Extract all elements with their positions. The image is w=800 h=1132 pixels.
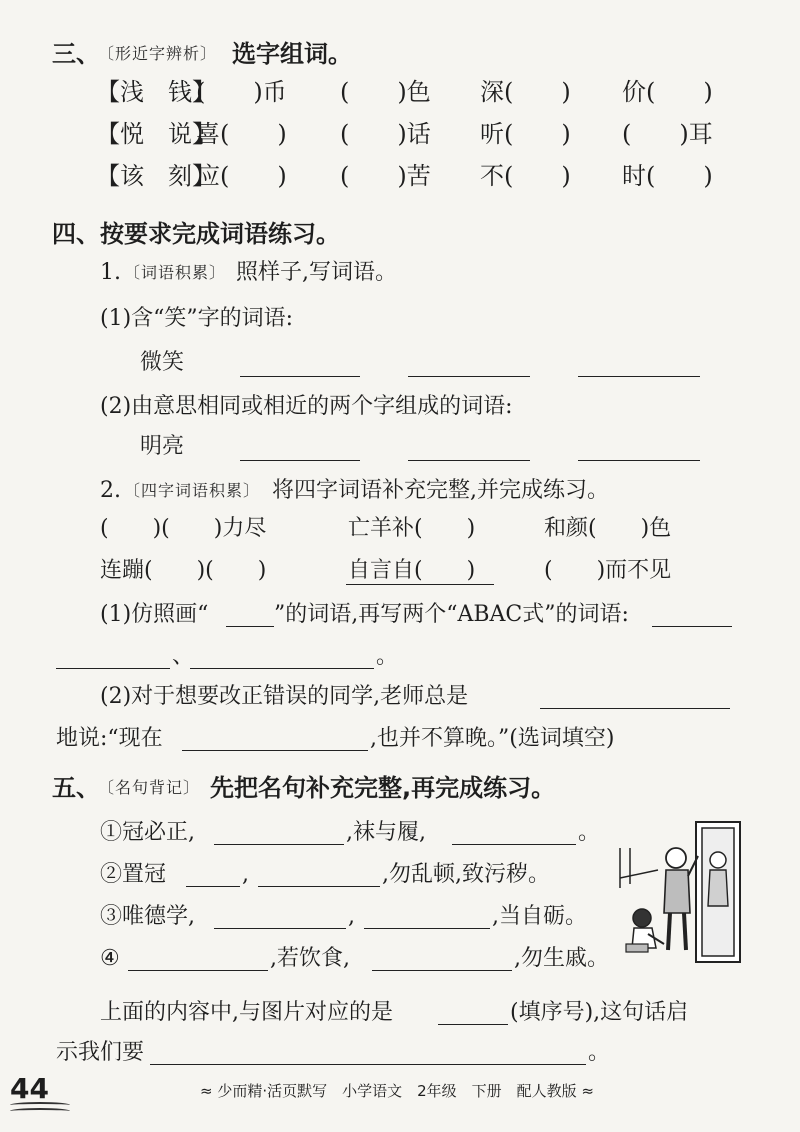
q2-sub1 xyxy=(0,604,800,648)
q1-sub1 xyxy=(0,308,800,352)
answer-blank[interactable] xyxy=(240,376,360,377)
q1-sub2-answers xyxy=(0,436,800,480)
section3-row-2 xyxy=(0,122,800,166)
answer-blank[interactable] xyxy=(186,886,240,887)
fill-item[interactable]: 时( ) xyxy=(622,162,713,190)
q1-number: 1. xyxy=(100,260,121,285)
q2-text: 将四字词语补充完整,并完成练习。 xyxy=(272,478,609,503)
fill-item[interactable]: ( )耳 xyxy=(622,120,713,148)
idiom-item[interactable]: 连蹦( )( ) xyxy=(100,558,267,583)
q2-sub1-text-a: (1)仿照画“ xyxy=(100,602,209,627)
answer-blank[interactable] xyxy=(56,668,170,669)
answer-blank[interactable] xyxy=(364,928,490,929)
quote-text: ③唯德学, xyxy=(100,904,195,929)
answer-blank[interactable] xyxy=(578,376,700,377)
q2-sub2-text-c: ,也并不算晚。”(选词填空) xyxy=(370,726,615,751)
answer-blank[interactable] xyxy=(408,376,530,377)
answer-blank[interactable] xyxy=(240,460,360,461)
q2-sub1-text-b: ”的词语,再写两个“ABAC式”的词语: xyxy=(274,602,629,627)
fill-item[interactable]: ( )苦 xyxy=(340,162,431,190)
answer-blank[interactable] xyxy=(150,1064,586,1065)
example-word: 明亮 xyxy=(140,434,185,459)
quote-text: ,当自砺。 xyxy=(492,904,587,929)
char-group: 【悦 说】 xyxy=(96,120,216,148)
answer-blank[interactable] xyxy=(372,970,512,971)
quote-text: ,袜与履, xyxy=(346,820,426,845)
section3-row-3 xyxy=(0,164,800,208)
quote-text: , xyxy=(242,862,249,887)
fill-item[interactable]: 不( ) xyxy=(480,162,571,190)
q2-sub2-text-b: 地说:“现在 xyxy=(56,726,163,751)
fill-item[interactable]: ( )话 xyxy=(340,120,431,148)
quote-text: 。 xyxy=(578,820,601,845)
answer-blank[interactable] xyxy=(438,1024,508,1025)
section3-title: 选字组词。 xyxy=(232,40,352,68)
section3-row-1 xyxy=(0,80,800,124)
fill-item[interactable]: 应( ) xyxy=(196,162,287,190)
quote-text: ②置冠 xyxy=(100,862,167,887)
footer-text: ≈ 少而精·活页默写 小学语文 2年级 下册 配人教版 ≈ xyxy=(200,1082,594,1100)
char-group: 【浅 钱】 xyxy=(96,78,216,106)
section4-title: 四、按要求完成词语练习。 xyxy=(52,220,340,248)
q1-sub2 xyxy=(0,396,800,440)
quote-text: ④ xyxy=(100,946,120,971)
q2-sub2-cont xyxy=(0,728,800,772)
fill-item[interactable]: ( )币 xyxy=(196,78,287,106)
section3-number: 三、 xyxy=(52,40,100,68)
example-word: 微笑 xyxy=(140,350,185,375)
q2-row2 xyxy=(0,560,800,604)
answer-blank[interactable] xyxy=(452,844,576,845)
q1-sub1-answers xyxy=(0,352,800,396)
answer-blank[interactable] xyxy=(214,844,344,845)
answer-blank[interactable] xyxy=(190,668,374,669)
q1-text: 照样子,写词语。 xyxy=(236,260,397,285)
answer-blank[interactable] xyxy=(214,928,346,929)
idiom-item-underlined[interactable]: 自言自( ) xyxy=(348,558,476,583)
answer-blank[interactable] xyxy=(652,626,732,627)
section5-heading xyxy=(0,776,800,820)
answer-blank[interactable] xyxy=(182,750,368,751)
section5-tag: 〔名句背记〕 xyxy=(98,778,201,797)
quote-text: ①冠必正, xyxy=(100,820,195,845)
idiom-underline xyxy=(346,584,494,585)
q1-tag: 〔词语积累〕 xyxy=(124,263,227,282)
answer-blank[interactable] xyxy=(258,886,380,887)
q2-row1 xyxy=(0,518,800,562)
q1-sub2-text: (2)由意思相同或相近的两个字组成的词语: xyxy=(100,394,513,419)
page-number: 44 xyxy=(10,1072,49,1105)
q2-sub2 xyxy=(0,686,800,730)
section3-tag: 〔形近字辨析〕 xyxy=(98,44,218,63)
answer-blank[interactable] xyxy=(578,460,700,461)
fill-item[interactable]: ( )色 xyxy=(340,78,431,106)
section5-number: 五、 xyxy=(52,774,100,802)
idiom-item[interactable]: ( )( )力尽 xyxy=(100,516,267,541)
period: 。 xyxy=(376,644,399,669)
quote-text: , xyxy=(348,904,355,929)
idiom-item[interactable]: ( )而不见 xyxy=(544,558,672,583)
sample-underline xyxy=(226,626,274,627)
idiom-item[interactable]: 亡羊补( ) xyxy=(348,516,476,541)
quote-text: ,勿生戚。 xyxy=(514,946,609,971)
q2-tag: 〔四字词语积累〕 xyxy=(124,481,261,500)
question-text-c: 示我们要 xyxy=(56,1040,145,1065)
q2-number: 2. xyxy=(100,478,121,503)
char-group: 【该 刻】 xyxy=(96,162,216,190)
answer-blank[interactable] xyxy=(540,708,730,709)
idiom-item[interactable]: 和颜( )色 xyxy=(544,516,672,541)
quote-text: ,若饮食, xyxy=(270,946,350,971)
wave-decoration xyxy=(10,1108,70,1114)
section5-title: 先把名句补充完整,再完成练习。 xyxy=(210,774,556,802)
boy-at-mirror-illustration xyxy=(618,818,748,968)
answer-blank[interactable] xyxy=(128,970,268,971)
quote-question-cont xyxy=(0,1042,800,1086)
fill-item[interactable]: 喜( ) xyxy=(196,120,287,148)
period: 。 xyxy=(588,1040,611,1065)
quote-text: ,勿乱顿,致污秽。 xyxy=(382,862,550,887)
q1-line xyxy=(0,262,800,306)
fill-item[interactable]: 听( ) xyxy=(480,120,571,148)
q2-sub2-text-a: (2)对于想要改正错误的同学,老师总是 xyxy=(100,684,469,709)
question-text-a: 上面的内容中,与图片对应的是 xyxy=(100,1000,393,1025)
fill-item[interactable]: 深( ) xyxy=(480,78,571,106)
fill-item[interactable]: 价( ) xyxy=(622,78,713,106)
q1-sub1-text: (1)含“笑”字的词语: xyxy=(100,306,294,331)
answer-blank[interactable] xyxy=(408,460,530,461)
question-text-b: (填序号),这句话启 xyxy=(510,1000,689,1025)
separator: 、 xyxy=(172,644,195,669)
